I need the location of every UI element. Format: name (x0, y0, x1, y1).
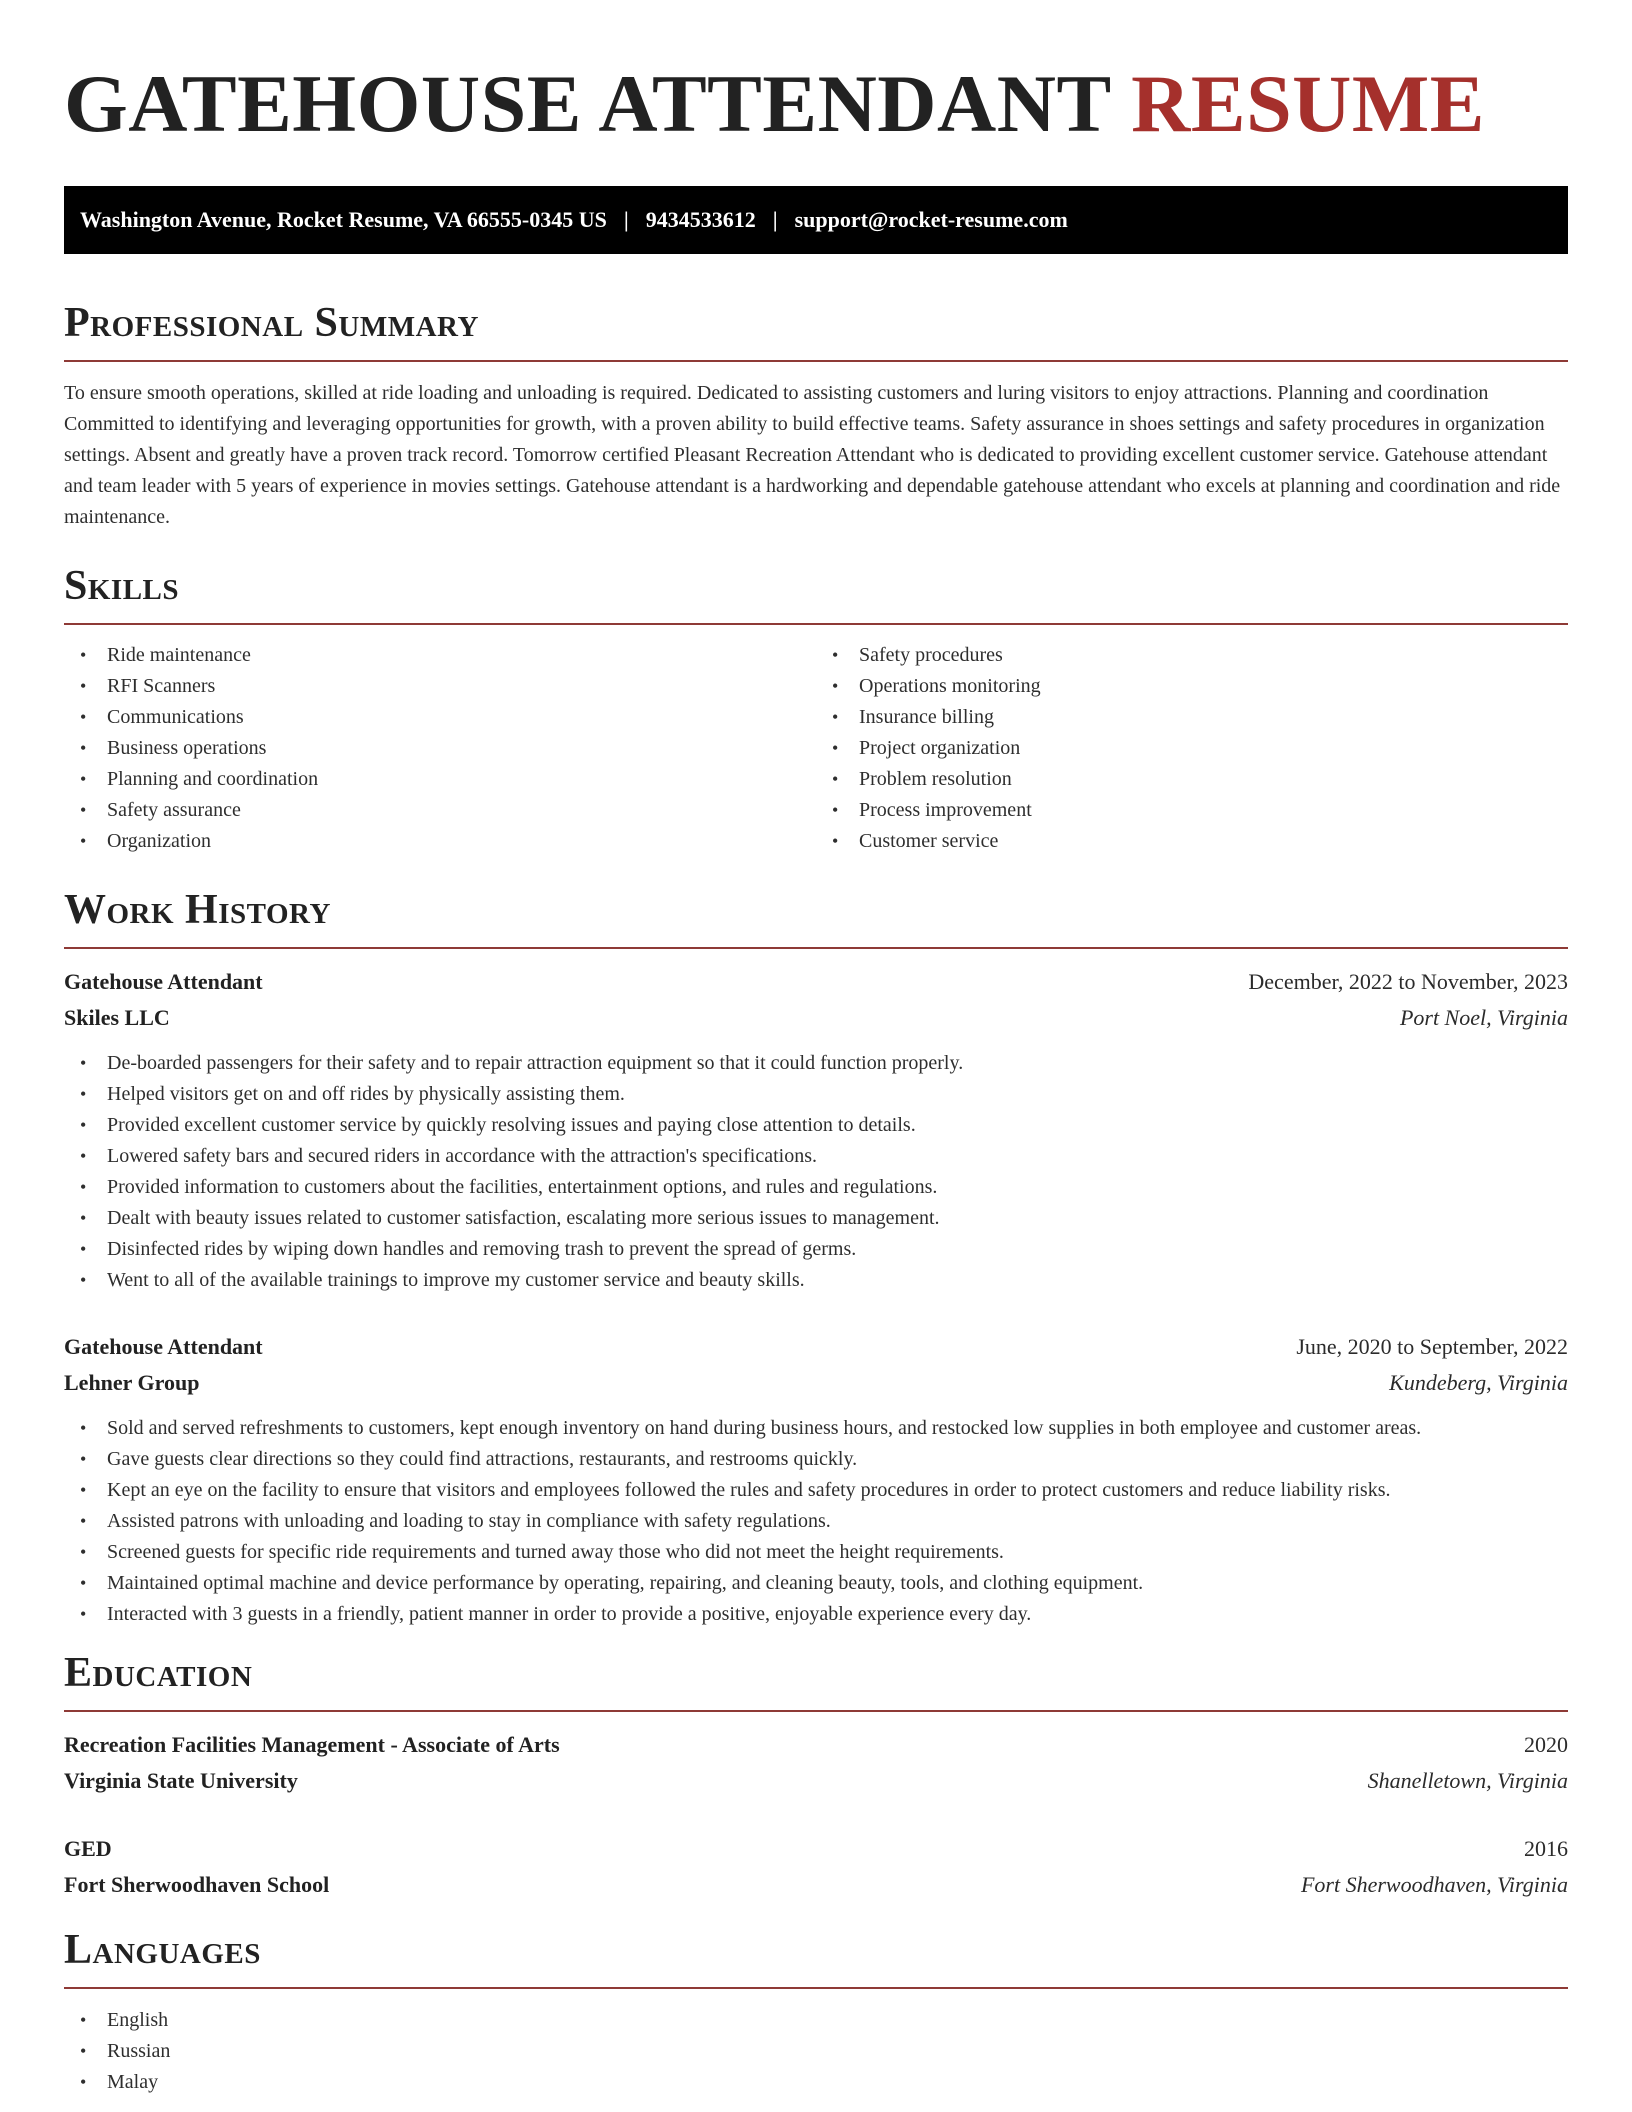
skills-section (64, 561, 1568, 857)
job-duty: • Interacted with 3 guests in a friendly, patient manner in order to provide a positive, enjoyable experience every day. (107, 1599, 1568, 1630)
contact-separator: | (772, 207, 778, 232)
job-duty: • Assisted patrons with unloading and loading to stay in compliance with safety regulations. (107, 1506, 1568, 1537)
job-duty: • Gave guests clear directions so they could find attractions, restaurants, and restrooms quickly. (107, 1444, 1568, 1475)
education-section (64, 1648, 1568, 1903)
skill-item: • Safety procedures (859, 640, 1568, 671)
language-item: • English (107, 2005, 1568, 2036)
skill-item: • Customer service (859, 826, 1568, 857)
section-divider (64, 947, 1568, 949)
skills-list-right (816, 640, 1568, 857)
job-duty: • Provided excellent customer service by quickly resolving issues and paying close attention to details. (107, 1110, 1568, 1141)
job-title: Gatehouse Attendant (64, 969, 263, 994)
summary-heading: Professional Summary (64, 300, 479, 346)
job-entry (64, 964, 1568, 1296)
job-duty: • Sold and served refreshments to customers, kept enough inventory on hand during business hours, and restocked low supplies in both employee and customer areas. (107, 1413, 1568, 1444)
work-history-section (64, 885, 1568, 1630)
languages-list (64, 2005, 1568, 2098)
job-duty: • De-boarded passengers for their safety and to repair attraction equipment so that it could function properly. (107, 1048, 1568, 1079)
job-location: Port Noel, Virginia (1399, 1005, 1568, 1030)
job-duty: • Maintained optimal machine and device performance by operating, repairing, and cleaning beauty, tools, and clothing equipment. (107, 1568, 1568, 1599)
job-dates: December, 2022 to November, 2023 (1248, 969, 1568, 994)
skill-item: • RFI Scanners (107, 671, 816, 702)
job-dates: June, 2020 to September, 2022 (1296, 1334, 1568, 1359)
skill-item: • Planning and coordination (107, 764, 816, 795)
job-duty: • Screened guests for specific ride requirements and turned away those who did not meet the height requirements. (107, 1537, 1568, 1568)
education-heading: Education (64, 1650, 253, 1696)
contact-email[interactable]: support@rocket-resume.com (794, 207, 1068, 232)
skill-item: • Ride maintenance (107, 640, 816, 671)
job-company: Lehner Group (64, 1370, 200, 1395)
summary-text: To ensure smooth operations, skilled at ride loading and unloading is required. Dedicated to assisting customers and luring visitors to enjoy attractions. Planning and coordination Committed to identifying and leveraging opportunities for growth, with a proven ability to build effective teams. Safety assurance in shoes settings and safety procedures in organization settings. Absent and greatly have a proven track record. Tomorrow certified Pleasant Recreation Attendant who is dedicated to providing excellent customer service. Gatehouse attendant and team leader with 5 years of experience in movies settings. Gatehouse attendant is a hardworking and dependable gatehouse attendant who excels at planning and coordination and ride maintenance. (64, 382, 1561, 528)
skill-item: • Project organization (859, 733, 1568, 764)
job-duty: • Lowered safety bars and secured riders in accordance with the attraction's specifications. (107, 1141, 1568, 1172)
contact-bar (64, 186, 1568, 254)
languages-heading: Languages (64, 1927, 261, 1973)
education-entry (64, 1727, 1568, 1799)
section-divider (64, 1987, 1568, 1989)
languages-section (64, 1925, 1568, 2098)
education-school: Fort Sherwoodhaven School (64, 1872, 330, 1897)
skill-item: • Business operations (107, 733, 816, 764)
job-location: Kundeberg, Virginia (1389, 1370, 1568, 1395)
education-degree-row (64, 1727, 1568, 1763)
education-degree-row (64, 1831, 1568, 1867)
job-title: Gatehouse Attendant (64, 1334, 263, 1359)
section-divider (64, 1710, 1568, 1712)
job-company-row (64, 1365, 1568, 1401)
work-history-heading: Work History (64, 887, 331, 933)
section-divider (64, 623, 1568, 625)
education-school: Virginia State University (64, 1768, 298, 1793)
skill-item: • Communications (107, 702, 816, 733)
job-duty: • Dealt with beauty issues related to customer satisfaction, escalating more serious issues to management. (107, 1203, 1568, 1234)
summary-section (64, 298, 1568, 533)
education-school-row (64, 1867, 1568, 1903)
job-header-row (64, 1329, 1568, 1365)
job-company: Skiles LLC (64, 1005, 170, 1030)
skill-item: • Operations monitoring (859, 671, 1568, 702)
skills-list-left (64, 640, 816, 857)
job-duties-list (64, 1048, 1568, 1296)
job-duty: • Kept an eye on the facility to ensure that visitors and employees followed the rules and safety procedures in order to protect customers and reduce liability risks. (107, 1475, 1568, 1506)
skill-item: • Organization (107, 826, 816, 857)
job-company-row (64, 1000, 1568, 1036)
education-degree: Recreation Facilities Management - Associate of Arts (64, 1732, 560, 1757)
education-year: 2016 (1524, 1836, 1568, 1861)
job-duty: • Helped visitors get on and off rides by physically assisting them. (107, 1079, 1568, 1110)
section-divider (64, 360, 1568, 362)
title-accent: RESUME (1131, 58, 1485, 149)
education-year: 2020 (1524, 1732, 1568, 1757)
resume-title (64, 0, 1568, 152)
skills-columns (64, 640, 1568, 857)
contact-separator: | (623, 207, 629, 232)
skill-item: • Process improvement (859, 795, 1568, 826)
job-entry (64, 1329, 1568, 1630)
education-location: Shanelletown, Virginia (1367, 1768, 1568, 1793)
contact-phone[interactable]: 9434533612 (645, 207, 756, 232)
job-duty: • Provided information to customers about the facilities, entertainment options, and rules and regulations. (107, 1172, 1568, 1203)
job-header-row (64, 964, 1568, 1000)
job-duty: • Went to all of the available trainings to improve my customer service and beauty skills. (107, 1265, 1568, 1296)
language-item: • Malay (107, 2067, 1568, 2098)
job-duty: • Disinfected rides by wiping down handles and removing trash to prevent the spread of germs. (107, 1234, 1568, 1265)
skills-heading: Skills (64, 563, 180, 609)
education-entry (64, 1831, 1568, 1903)
skill-item: • Safety assurance (107, 795, 816, 826)
job-duties-list (64, 1413, 1568, 1630)
language-item: • Russian (107, 2036, 1568, 2067)
skill-item: • Insurance billing (859, 702, 1568, 733)
title-main: GATEHOUSE ATTENDANT (64, 58, 1111, 149)
education-school-row (64, 1763, 1568, 1799)
contact-address: Washington Avenue, Rocket Resume, VA 66555-0345 US (80, 207, 607, 232)
education-degree: GED (64, 1836, 112, 1861)
education-location: Fort Sherwoodhaven, Virginia (1300, 1872, 1568, 1897)
skill-item: • Problem resolution (859, 764, 1568, 795)
